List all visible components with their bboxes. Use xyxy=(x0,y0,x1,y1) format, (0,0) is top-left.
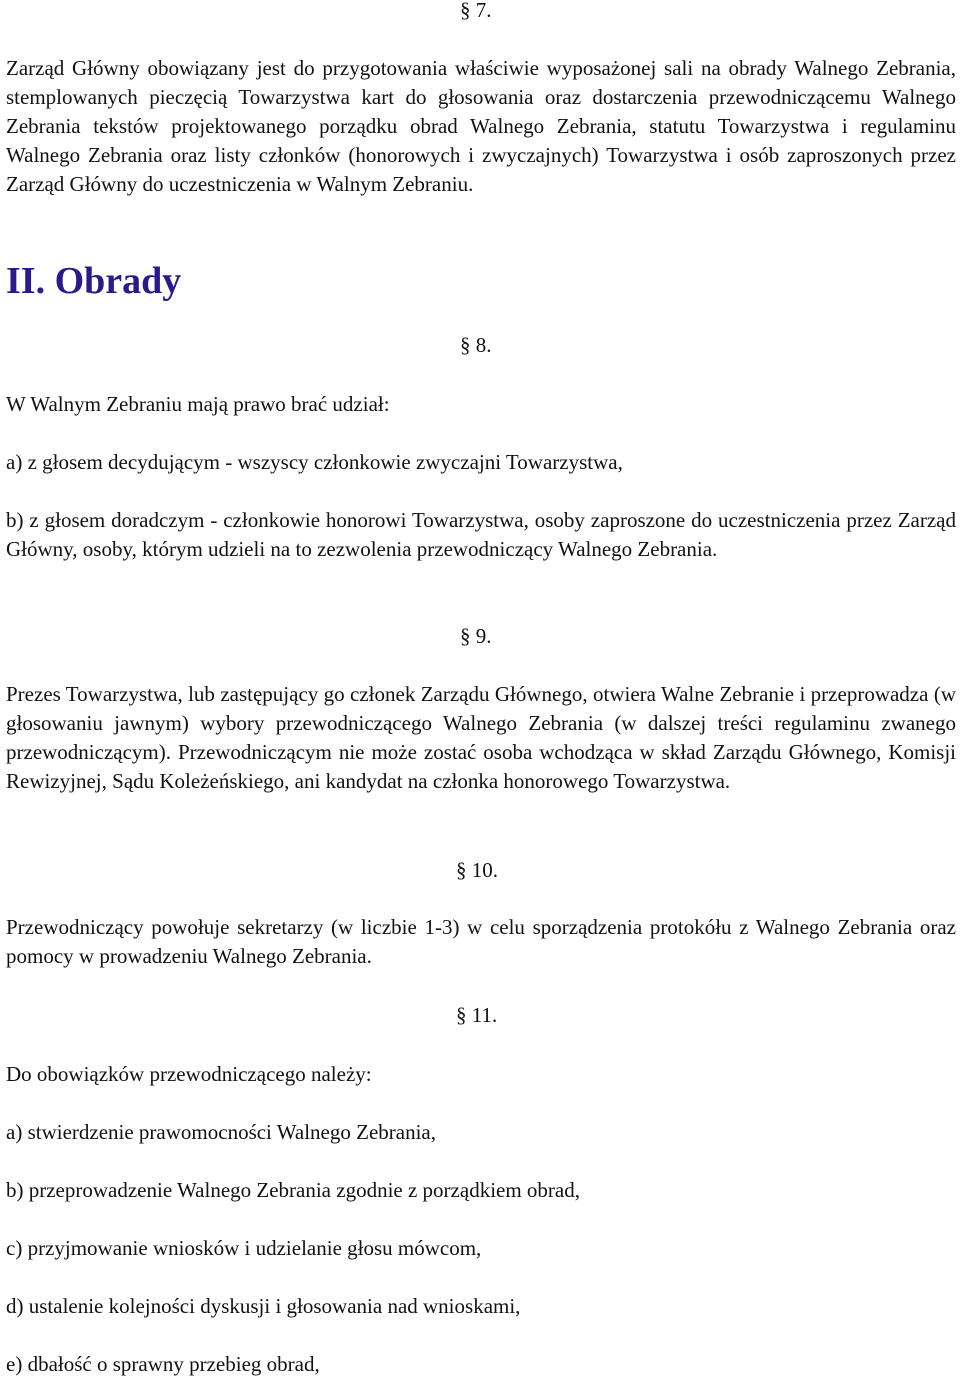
paragraph-9: Prezes Towarzystwa, lub zastępujący go członek Zarządu Głównego, otwiera Walne Zebranie i przeprowadza (w głosowaniu jawnym) wybory przewodniczącego Walnego Zebrania (w dalszej treści regulaminu zwanego przewodniczącym). Przewodniczącym nie może zostać osoba wchodząca w skład Zarządu Głównego, Komisji Rewizyjnej, Sądu Koleżeńskiego, ani kandydat na członka honorowego Towarzystwa. xyxy=(6,682,956,793)
paragraph-11-intro: Do obowiązków przewodniczącego należy: xyxy=(6,1062,372,1086)
section-10-number: § 10. xyxy=(456,858,498,882)
section-11-number: § 11. xyxy=(456,1003,498,1027)
paragraph-11-item-d: d) ustalenie kolejności dyskusji i głosowania nad wnioskami, xyxy=(6,1294,521,1318)
section-8-number: § 8. xyxy=(460,333,492,357)
paragraph-8-item-b: b) z głosem doradczym - członkowie honorowi Towarzystwa, osoby zaproszone do uczestniczenia przez Zarząd Główny, osoby, którym udzieli na to zezwolenia przewodniczący Walnego Zebrania. xyxy=(6,508,956,561)
paragraph-10: Przewodniczący powołuje sekretarzy (w liczbie 1-3) w celu sporządzenia protokółu z Walnego Zebrania oraz pomocy w prowadzeniu Walnego Zebrania. xyxy=(6,915,956,968)
paragraph-11-item-e: e) dbałość o sprawny przebieg obrad, xyxy=(6,1352,320,1376)
section-7-number: § 7. xyxy=(460,0,492,22)
paragraph-8-intro: W Walnym Zebraniu mają prawo brać udział: xyxy=(6,392,390,416)
paragraph-11-item-a: a) stwierdzenie prawomocności Walnego Zebrania, xyxy=(6,1120,436,1144)
paragraph-7: Zarząd Główny obowiązany jest do przygotowania właściwie wyposażonej sali na obrady Walnego Zebrania, stemplowanych pieczęcią Towarzystwa kart do głosowania oraz dostarczenia przewodniczącemu Walnego Zebrania tekstów projektowanego porządku obrad Walnego Zebrania, statutu Towarzystwa i regulaminu Walnego Zebrania oraz listy członków (honorowych i zwyczajnych) Towarzystwa i osób zaproszonych przez Zarząd Główny do uczestniczenia w Walnym Zebraniu. xyxy=(6,56,956,196)
section-heading-obrady: II. Obrady xyxy=(6,260,182,302)
paragraph-11-item-b: b) przeprowadzenie Walnego Zebrania zgodnie z porządkiem obrad, xyxy=(6,1178,580,1202)
paragraph-11-item-c: c) przyjmowanie wniosków i udzielanie głosu mówcom, xyxy=(6,1236,482,1260)
paragraph-8-item-a: a) z głosem decydującym - wszyscy członkowie zwyczajni Towarzystwa, xyxy=(6,450,623,474)
section-9-number: § 9. xyxy=(460,624,492,648)
